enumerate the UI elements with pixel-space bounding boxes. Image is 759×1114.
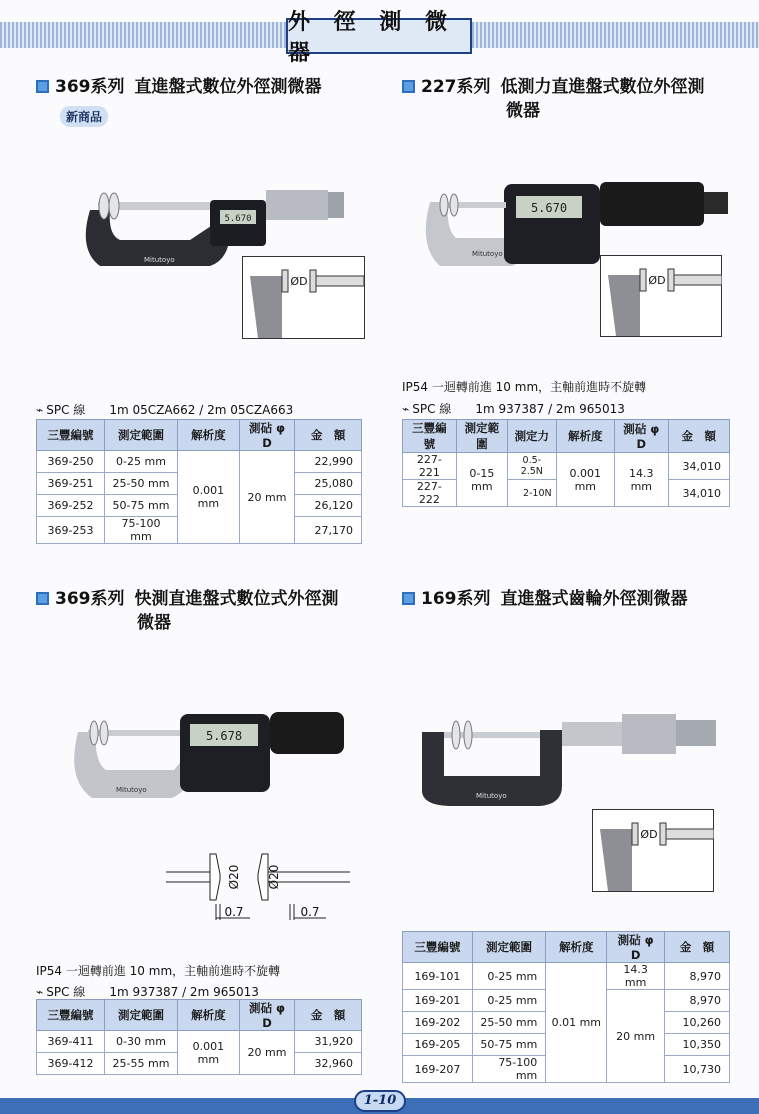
micrometer-anvil-disc [440, 194, 448, 216]
section-bullet-icon [36, 80, 49, 93]
spec-table-369-digital [36, 419, 362, 544]
spc-cable-line-369a: ⌁ SPC 線 1m 05CZA662 / 2m 05CZA663 [36, 403, 294, 417]
micrometer-brand: Mitutoyo [472, 250, 503, 258]
page-number: 1-10 [354, 1090, 406, 1112]
cable-icon: ⌁ [36, 403, 44, 417]
disc-diagram-227 [600, 255, 722, 337]
micrometer-thimble [600, 182, 704, 226]
col-price: 金 額 [295, 1000, 362, 1031]
lcd-reading: 5.670 [530, 201, 568, 215]
col-price: 金 額 [668, 420, 729, 453]
spc-cable-line-227: ⌁ SPC 線 1m 937387 / 2m 965013 [402, 402, 625, 416]
col-resolution: 解析度 [546, 932, 607, 963]
col-range: 測定範圍 [105, 420, 178, 451]
section-369-quick-title-cont: 微器 [137, 613, 171, 633]
section-369-digital-title: 369系列 直進盤式數位外徑測微器 [36, 75, 322, 99]
micrometer-169-photo [412, 706, 722, 810]
note-369-quick: IP54 一迴轉前進 10 mm，主軸前進時不旋轉 [36, 964, 281, 978]
spc-cable-line-369b: ⌁ SPC 線 1m 937387 / 2m 965013 [36, 985, 259, 999]
col-code: 三豐編號 [403, 932, 473, 963]
table-row: 227-222 2-10N 34,010 [403, 480, 730, 507]
lcd-reading: 5.678 [205, 729, 243, 743]
col-resolution: 解析度 [177, 420, 239, 451]
table-row: 169-201 0-25 mm 20 mm 8,970 [403, 990, 730, 1012]
table-row: 369-253 75-100 mm 27,170 [37, 517, 362, 544]
col-price: 金 額 [295, 420, 362, 451]
table-row: 369-250 0-25 mm 0.001 mm 20 mm 22,990 [37, 451, 362, 473]
col-resolution: 解析度 [556, 420, 614, 453]
micrometer-anvil-disc [99, 193, 109, 219]
col-range: 測定範圍 [472, 932, 545, 963]
disc-diagram-369 [242, 256, 365, 339]
table-header-row [37, 1000, 362, 1031]
diagram-od-label: ØD [290, 275, 308, 288]
section-227-title: 227系列 低測力直進盤式數位外徑測 [402, 75, 705, 99]
table-row: 369-411 0-30 mm 0.001 mm 20 mm 31,920 [37, 1031, 362, 1053]
section-bullet-icon [36, 592, 49, 605]
micrometer-thimble [270, 712, 344, 754]
micrometer-thimble [266, 190, 328, 220]
section-bullet-icon [402, 592, 415, 605]
dim-thickness-right: 0.7 [300, 905, 320, 919]
cable-icon: ⌁ [402, 402, 410, 416]
table-header-row [403, 420, 730, 453]
micrometer-anvil-disc [452, 721, 460, 749]
micrometer-sleeve [562, 722, 622, 746]
col-resolution: 解析度 [177, 1000, 239, 1031]
cable-icon: ⌁ [36, 985, 44, 999]
diagram-od-label: ØD [640, 828, 658, 841]
micrometer-brand: Mitutoyo [144, 256, 175, 264]
col-anvil: 測砧 φ D [239, 420, 294, 451]
table-header-row [403, 932, 730, 963]
table-header-row [37, 420, 362, 451]
col-code: 三豐編號 [37, 420, 105, 451]
micrometer-brand: Mitutoyo [116, 786, 147, 794]
col-anvil: 測砧 φ D [615, 420, 669, 453]
table-row: 227-221 0-15 mm 0.5-2.5N 0.001 mm 14.3 mm 34,010 [403, 453, 730, 480]
table-row: 169-205 50-75 mm 10,350 [403, 1034, 730, 1056]
col-anvil: 測砧 φ D [607, 932, 665, 963]
page-header [0, 10, 759, 66]
col-code: 三豐編號 [403, 420, 457, 453]
spec-table-227 [402, 419, 730, 507]
lcd-reading: 5.670 [224, 214, 252, 224]
col-anvil: 測砧 φ D [239, 1000, 294, 1031]
micrometer-brand: Mitutoyo [476, 792, 507, 800]
micrometer-369-quick-photo [62, 704, 352, 804]
micrometer-ratchet [328, 192, 344, 218]
section-bullet-icon [402, 80, 415, 93]
table-row: 169-202 25-50 mm 10,260 [403, 1012, 730, 1034]
table-row: 169-207 75-100 mm 10,730 [403, 1056, 730, 1083]
dim-diameter-left: Ø20 [227, 864, 241, 890]
spec-table-369-quick [36, 999, 362, 1075]
micrometer-spindle-disc [450, 194, 458, 216]
col-code: 三豐編號 [37, 1000, 105, 1031]
dim-diameter-right: Ø20 [267, 864, 281, 890]
table-row: 369-252 50-75 mm 26,120 [37, 495, 362, 517]
spec-table-169 [402, 931, 730, 1083]
micrometer-ratchet [704, 192, 728, 214]
disc-diagram-169 [592, 809, 714, 892]
section-227-title-cont: 微器 [506, 101, 540, 121]
table-row: 369-251 25-50 mm 25,080 [37, 473, 362, 495]
new-product-badge: 新商品 [60, 106, 108, 127]
table-row: 369-412 25-55 mm 32,960 [37, 1053, 362, 1075]
section-169-title: 169系列 直進盤式齒輪外徑測微器 [402, 587, 688, 611]
micrometer-anvil-disc [90, 721, 98, 745]
disc-dimension-drawing [150, 848, 360, 926]
col-force: 測定力 [508, 420, 557, 453]
dim-thickness-left: 0.7 [224, 905, 244, 919]
micrometer-thimble [622, 714, 676, 754]
note-227: IP54 一迴轉前進 10 mm，主軸前進時不旋轉 [402, 380, 647, 394]
micrometer-ratchet [676, 720, 716, 746]
micrometer-spindle-disc [109, 193, 119, 219]
section-369-quick-title: 369系列 快測直進盤式數位式外徑測 [36, 587, 339, 611]
table-row: 169-101 0-25 mm 0.01 mm 14.3 mm 8,970 [403, 963, 730, 990]
col-range: 測定範圍 [456, 420, 507, 453]
micrometer-spindle-disc [464, 721, 472, 749]
col-range: 測定範圍 [105, 1000, 178, 1031]
micrometer-spindle-disc [100, 721, 108, 745]
diagram-od-label: ØD [648, 274, 666, 287]
col-price: 金 額 [664, 932, 729, 963]
page-title: 外 徑 測 微 器 [286, 18, 472, 54]
